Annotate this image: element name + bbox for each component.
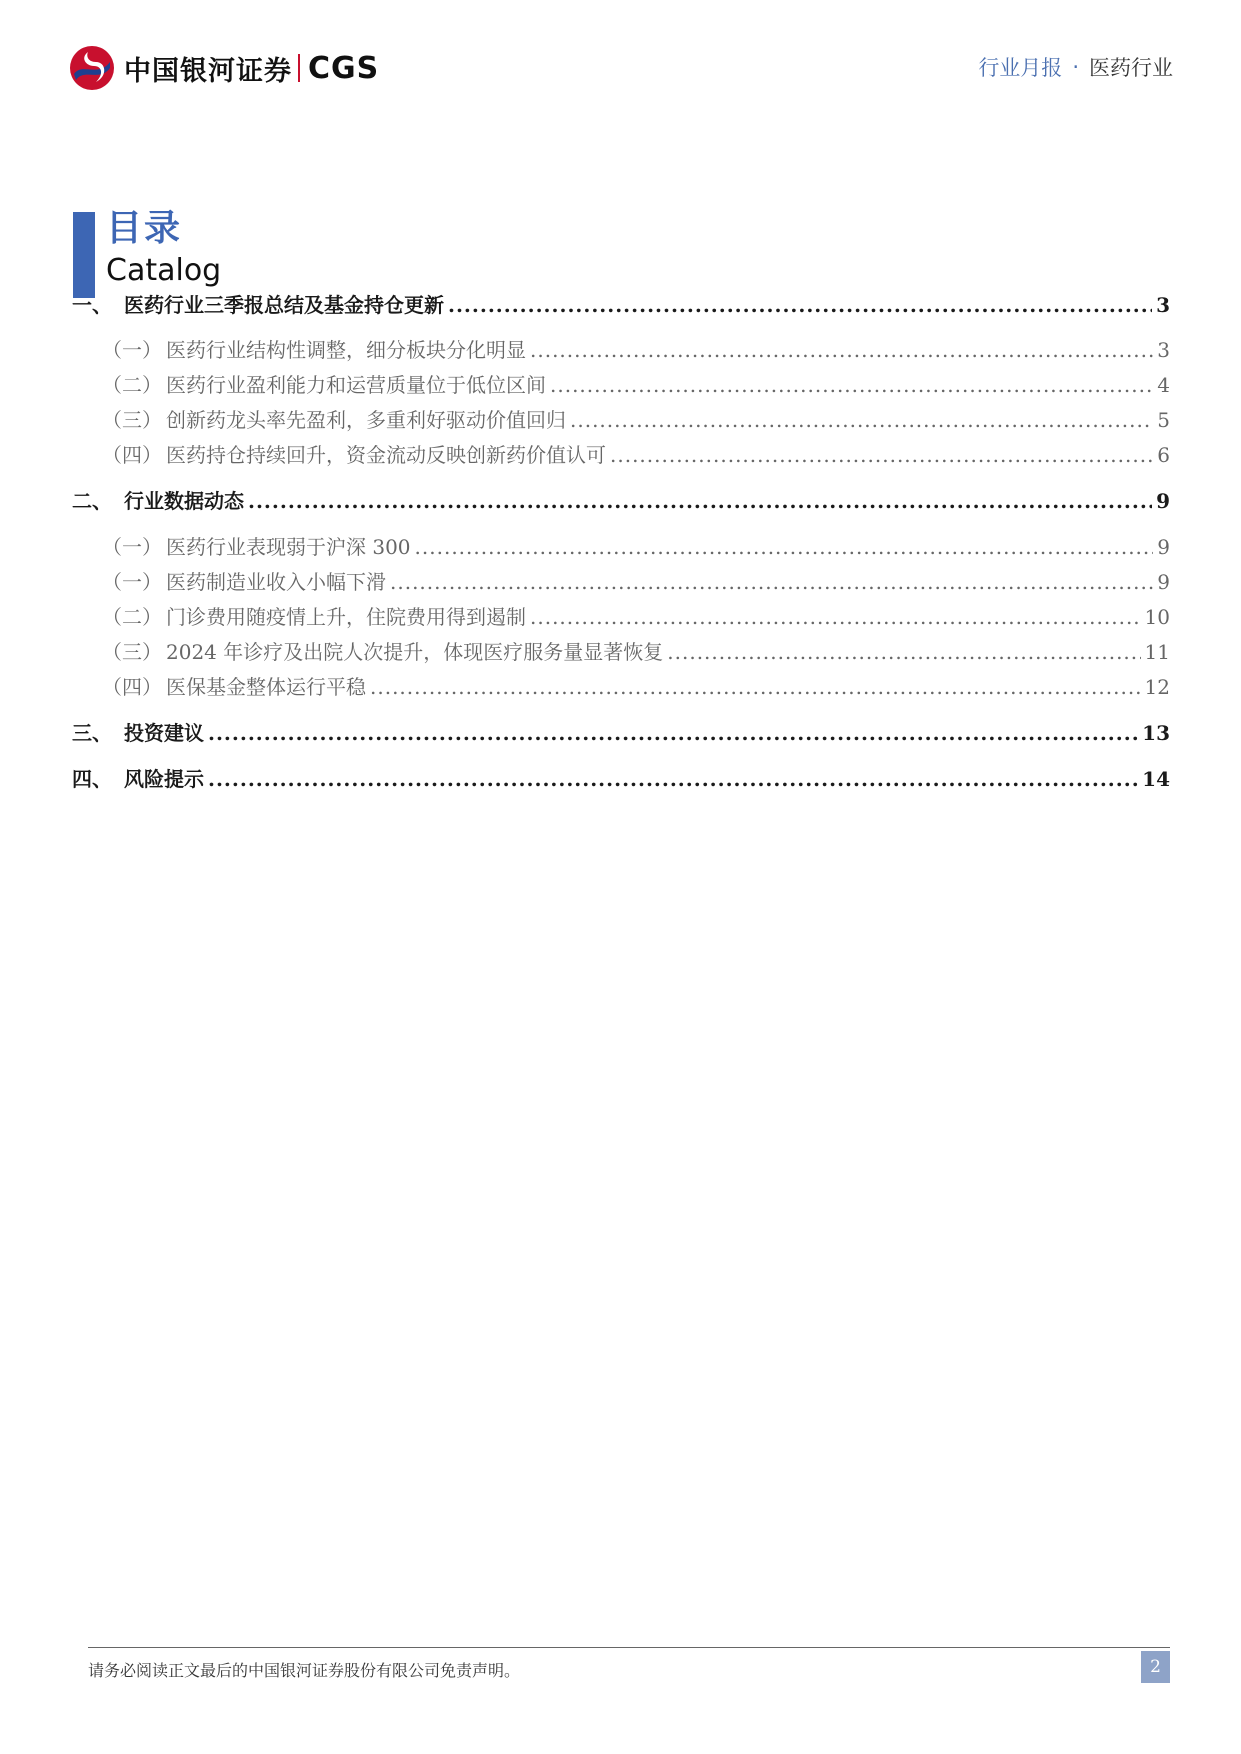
toc-number: （四）: [102, 675, 162, 699]
toc-entry[interactable]: [72, 674, 1170, 700]
toc-entry[interactable]: [72, 766, 1170, 792]
toc-number: 三、: [72, 721, 112, 745]
toc-title: 行业数据动态: [124, 489, 244, 513]
toc-title: 医药行业表现弱于沪深 300: [166, 535, 411, 559]
toc-page-number: 9: [1157, 535, 1170, 559]
toc-title: 医药行业三季报总结及基金持仓更新: [124, 293, 444, 317]
toc-entry[interactable]: [72, 488, 1170, 514]
catalog-title-chinese: 目录: [106, 208, 183, 249]
toc-number: 一、: [72, 293, 112, 317]
toc-leader-dots: [610, 442, 1153, 468]
toc-number: （二）: [102, 605, 162, 629]
toc-entry[interactable]: [72, 569, 1170, 595]
toc-leader-dots: [530, 337, 1153, 363]
toc-leader-dots: [550, 372, 1153, 398]
toc-leader-dots: [448, 292, 1152, 318]
toc-title: 医药行业盈利能力和运营质量位于低位区间: [166, 373, 546, 397]
toc-page-number: 12: [1144, 675, 1170, 699]
toc-page-number: 4: [1157, 373, 1170, 397]
page-number-badge: 2: [1141, 1651, 1170, 1683]
toc-title: 医保基金整体运行平稳: [166, 675, 366, 699]
logo-divider: [298, 54, 300, 82]
toc-entry[interactable]: [72, 337, 1170, 363]
toc-title: 投资建议: [124, 721, 204, 745]
toc-entry[interactable]: [72, 372, 1170, 398]
toc-leader-dots: [208, 766, 1138, 792]
cgs-logo-icon: [68, 44, 116, 92]
toc-entry[interactable]: [72, 720, 1170, 746]
toc-page-number: 5: [1157, 408, 1170, 432]
toc-page-number: 14: [1142, 767, 1170, 791]
toc-page-number: 10: [1144, 605, 1170, 629]
toc-page-number: 3: [1157, 338, 1170, 362]
toc-entry[interactable]: [72, 292, 1170, 318]
toc-number: （三）: [102, 640, 162, 664]
brand-logo: [68, 44, 379, 92]
toc-page-number: 6: [1157, 443, 1170, 467]
toc-number: （一）: [102, 338, 162, 362]
logo-chinese-name: 中国银河证券: [124, 55, 292, 87]
toc-page-number: 11: [1144, 640, 1170, 664]
toc-page-number: 3: [1156, 293, 1170, 317]
toc-leader-dots: [530, 604, 1141, 630]
toc-title: 门诊费用随疫情上升，住院费用得到遏制: [166, 605, 526, 629]
toc-leader-dots: [248, 488, 1152, 514]
toc-entry[interactable]: [72, 534, 1170, 560]
toc-number: （三）: [102, 408, 162, 432]
report-type: 行业月报: [978, 56, 1063, 80]
toc-entry[interactable]: [72, 604, 1170, 630]
toc-leader-dots: [370, 674, 1141, 700]
toc-number: 四、: [72, 767, 112, 791]
toc-leader-dots: [390, 569, 1153, 595]
header-report-info: [978, 52, 1173, 82]
toc-leader-dots: [415, 534, 1154, 560]
toc-title: 医药制造业收入小幅下滑: [166, 570, 386, 594]
toc-entry[interactable]: [72, 442, 1170, 468]
toc-title: 医药行业结构性调整，细分板块分化明显: [166, 338, 526, 362]
logo-english-name: CGS: [308, 50, 380, 86]
toc-title: 创新药龙头率先盈利，多重利好驱动价值回归: [166, 408, 566, 432]
toc-number: （二）: [102, 373, 162, 397]
toc-leader-dots: [570, 407, 1153, 433]
toc-number: 二、: [72, 489, 112, 513]
toc-title: 2024 年诊疗及出院人次提升，体现医疗服务量显著恢复: [166, 640, 664, 664]
toc-page-number: 9: [1157, 570, 1170, 594]
toc-title: 风险提示: [124, 767, 204, 791]
toc-page-number: 13: [1142, 721, 1170, 745]
footer-divider: [88, 1647, 1170, 1648]
toc-page-number: 9: [1156, 489, 1170, 513]
toc-leader-dots: [208, 720, 1138, 746]
toc-number: （一）: [102, 535, 162, 559]
catalog-title-english: Catalog: [106, 253, 222, 288]
industry-name: 医药行业: [1089, 56, 1173, 80]
catalog-accent-bar: [73, 212, 95, 298]
toc-number: （一）: [102, 570, 162, 594]
toc-leader-dots: [667, 639, 1140, 665]
toc-entry[interactable]: [72, 639, 1170, 665]
header-separator: ·: [1072, 55, 1079, 79]
toc-number: （四）: [102, 443, 162, 467]
toc-title: 医药持仓持续回升，资金流动反映创新药价值认可: [166, 443, 606, 467]
footer-disclaimer: 请务必阅读正文最后的中国银河证券股份有限公司免责声明。: [88, 1661, 521, 1680]
toc-entry[interactable]: [72, 407, 1170, 433]
